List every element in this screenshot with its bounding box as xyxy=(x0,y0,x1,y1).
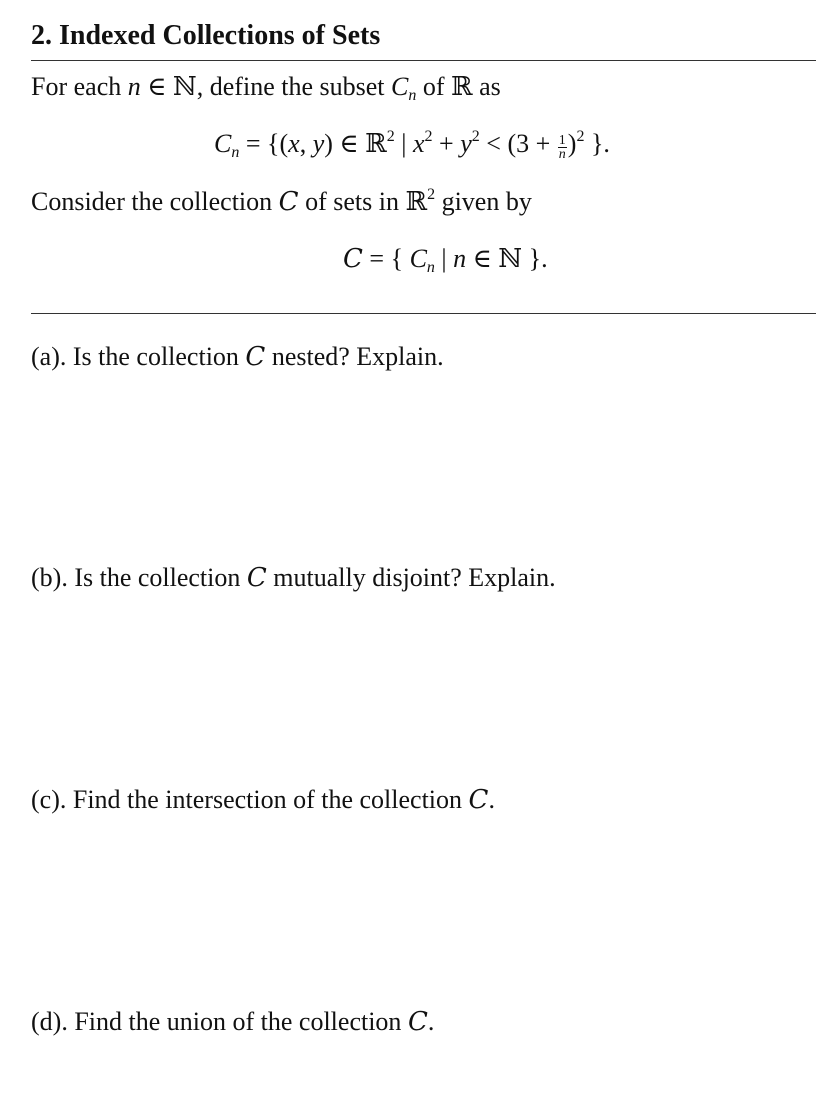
question-label: (c). xyxy=(31,785,67,814)
definition-equation: $C_n = \{(x$, y) ∈ ℝ$^2$ | $x^2 + y^2 < (3$ + $\frac{1}{n}$ )$^2$ }. xyxy=(214,128,610,162)
collection-equation: C = { $C_n$ | n ∈ ℕ }. xyxy=(343,244,548,276)
fraction-one-over-n: $\frac{1}{n}$ xyxy=(558,133,566,162)
question-label: (d). xyxy=(31,1007,68,1036)
set-c-symbol: C xyxy=(391,72,409,101)
variable-n: n xyxy=(127,72,141,101)
question-label: (a). xyxy=(31,342,67,371)
reals-symbol: ℝ xyxy=(451,72,473,102)
question-d: (d). Find the union of the collection C. xyxy=(31,1007,435,1037)
question-a: (a). Is the collection C nested? Explain. xyxy=(31,342,444,372)
section-number: 2. xyxy=(31,20,52,51)
question-c: (c). Find the intersection of the collection C. xyxy=(31,785,495,815)
naturals-symbol: ℕ xyxy=(173,72,197,102)
heading-divider xyxy=(31,60,816,61)
question-b: (b). Is the collection C mutually disjoint? Explain. xyxy=(31,563,556,593)
section-heading xyxy=(31,18,380,54)
section-divider xyxy=(31,313,816,314)
section-title: Indexed Collections of Sets xyxy=(59,20,381,51)
collection-symbol: C xyxy=(278,187,299,217)
consider-sentence: Consider the collection C of sets in ℝ$^2$ given by xyxy=(31,186,532,217)
intro-sentence: For each n ∈ ℕ, define the subset $C_n$ of ℝ as xyxy=(31,72,501,104)
element-of-symbol: ∈ xyxy=(147,72,167,101)
question-label: (b). xyxy=(31,563,68,592)
